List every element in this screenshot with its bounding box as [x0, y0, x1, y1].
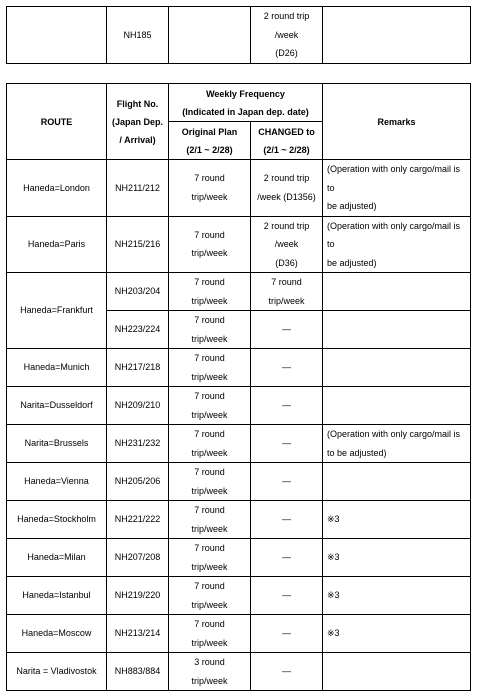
remarks-cell: ※3: [323, 577, 471, 615]
original-plan-cell: 7 round trip/week: [169, 387, 251, 425]
original-plan-cell: 7 round trip/week: [169, 160, 251, 217]
remarks-cell: (Operation with only cargo/mail is to be adjusted): [323, 425, 471, 463]
remarks-cell: [323, 653, 471, 691]
table-row: [7, 463, 471, 501]
original-plan-cell: 3 round trip/week: [169, 653, 251, 691]
table-row: [7, 577, 471, 615]
flight-cell: NH217/218: [107, 349, 169, 387]
route-cell: Narita = Vladivostok: [7, 653, 107, 691]
changed-to-cell: 7 round trip/week: [251, 273, 323, 311]
changed-to-cell: 2 round trip /week (D1356): [251, 160, 323, 217]
table-row: [7, 501, 471, 539]
route-cell: Haneda=London: [7, 160, 107, 217]
table-row: [7, 216, 471, 273]
top-table: [6, 6, 471, 64]
flight-cell: NH207/208: [107, 539, 169, 577]
flight-cell: NH209/210: [107, 387, 169, 425]
original-plan-cell: 7 round trip/week: [169, 501, 251, 539]
route-cell: Haneda=Vienna: [7, 463, 107, 501]
remarks-cell: (Operation with only cargo/mail is to be adjusted): [323, 160, 471, 217]
route-cell: Haneda=Moscow: [7, 615, 107, 653]
changed-to-cell: —: [251, 653, 323, 691]
table-row: [7, 273, 471, 311]
table-row: [7, 349, 471, 387]
route-cell: Haneda=Milan: [7, 539, 107, 577]
route-cell: Haneda=Istanbul: [7, 577, 107, 615]
original-cell: [169, 7, 251, 64]
changed-to-cell: 2 round trip /week (D36): [251, 216, 323, 273]
table-row: [7, 7, 471, 64]
changed-to-cell: —: [251, 539, 323, 577]
changed-to-header: CHANGED to (2/1 ~ 2/28): [251, 122, 323, 160]
table-row: [7, 539, 471, 577]
remarks-cell: ※3: [323, 501, 471, 539]
original-plan-cell: 7 round trip/week: [169, 349, 251, 387]
changed-to-cell: —: [251, 349, 323, 387]
remarks-cell: [323, 273, 471, 311]
flights-table: [6, 83, 471, 691]
table-row: [7, 160, 471, 217]
route-cell: [7, 7, 107, 64]
changed-to-cell: —: [251, 577, 323, 615]
flight-cell: NH883/884: [107, 653, 169, 691]
table-row: [7, 425, 471, 463]
changed-to-cell: —: [251, 501, 323, 539]
remarks-cell: (Operation with only cargo/mail is to be adjusted): [323, 216, 471, 273]
remarks-cell: ※3: [323, 539, 471, 577]
table-row: [7, 387, 471, 425]
remarks-cell: [323, 349, 471, 387]
original-plan-cell: 7 round trip/week: [169, 615, 251, 653]
changed-to-cell: —: [251, 387, 323, 425]
remarks-cell: [323, 7, 471, 64]
flight-cell: NH205/206: [107, 463, 169, 501]
flight-cell: NH223/224: [107, 311, 169, 349]
route-cell: Haneda=Munich: [7, 349, 107, 387]
flight-cell: NH221/222: [107, 501, 169, 539]
flight-cell: NH211/212: [107, 160, 169, 217]
flight-no-header: Flight No. (Japan Dep. / Arrival): [107, 84, 169, 160]
flight-cell: NH203/204: [107, 273, 169, 311]
flight-cell: NH185: [107, 7, 169, 64]
original-plan-cell: 7 round trip/week: [169, 216, 251, 273]
route-cell: Haneda=Frankfurt: [7, 273, 107, 349]
remarks-header: Remarks: [323, 84, 471, 160]
flight-cell: NH231/232: [107, 425, 169, 463]
route-header: ROUTE: [7, 84, 107, 160]
changed-to-cell: —: [251, 615, 323, 653]
original-plan-cell: 7 round trip/week: [169, 577, 251, 615]
original-plan-cell: 7 round trip/week: [169, 273, 251, 311]
original-plan-cell: 7 round trip/week: [169, 425, 251, 463]
table-row: [7, 615, 471, 653]
original-plan-header: Original Plan (2/1 ~ 2/28): [169, 122, 251, 160]
original-plan-cell: 7 round trip/week: [169, 463, 251, 501]
original-plan-cell: 7 round trip/week: [169, 311, 251, 349]
remarks-cell: ※3: [323, 615, 471, 653]
route-cell: Narita=Brussels: [7, 425, 107, 463]
changed-to-cell: —: [251, 463, 323, 501]
original-plan-cell: 7 round trip/week: [169, 539, 251, 577]
flight-cell: NH219/220: [107, 577, 169, 615]
weekly-frequency-header: Weekly Frequency (Indicated in Japan dep. date): [169, 84, 323, 122]
remarks-cell: [323, 311, 471, 349]
changed-to-cell: —: [251, 311, 323, 349]
remarks-cell: [323, 463, 471, 501]
changed-to-cell: —: [251, 425, 323, 463]
header-row: [7, 84, 471, 122]
remarks-cell: [323, 387, 471, 425]
table-row: [7, 653, 471, 691]
route-cell: Narita=Dusseldorf: [7, 387, 107, 425]
changed-cell: 2 round trip /week (D26): [251, 7, 323, 64]
flight-cell: NH213/214: [107, 615, 169, 653]
route-cell: Haneda=Stockholm: [7, 501, 107, 539]
route-cell: Haneda=Paris: [7, 216, 107, 273]
flight-cell: NH215/216: [107, 216, 169, 273]
